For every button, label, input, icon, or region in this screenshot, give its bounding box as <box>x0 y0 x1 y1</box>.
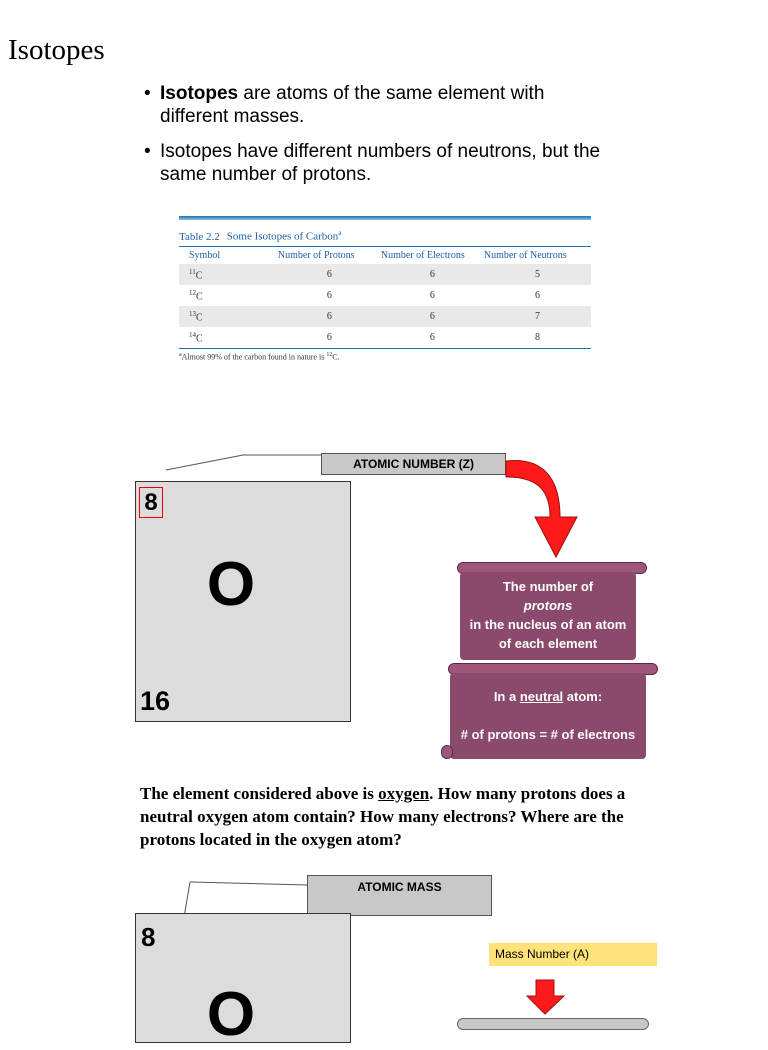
isotope-mass-superscript: 14 <box>189 330 196 339</box>
atomic-mass-leader-line-horizontal <box>190 882 308 885</box>
isotope-mass-superscript: 13 <box>189 309 196 318</box>
down-arrow-icon <box>526 978 566 1016</box>
bullet-2-text: Isotopes have different numbers of neutrons, but the same number of protons. <box>160 141 601 185</box>
mass-number-label: Mass Number (A) <box>489 943 657 966</box>
element-tile-oxygen <box>135 481 351 722</box>
scroll-3-top-roll <box>457 1018 649 1030</box>
table-cell-neutrons: 7 <box>484 306 591 327</box>
atomic-mass-label: ATOMIC MASS <box>307 875 492 916</box>
table-header-electrons: Number of Electrons <box>380 250 465 261</box>
scroll-2-bottom-curl <box>441 745 453 759</box>
footnote-mark: a <box>179 352 182 358</box>
scroll-2-underlined: neutral <box>519 689 564 704</box>
page-title: Isotopes <box>8 34 105 66</box>
footnote-text: Almost 99% of the carbon found in nature is <box>181 352 327 362</box>
scroll-1-line-1: The number of <box>502 579 594 594</box>
atomic-number-label: ATOMIC NUMBER (Z) <box>321 453 506 475</box>
isotope-mass-superscript: 11 <box>189 267 196 276</box>
table-cell-electrons: 6 <box>429 332 435 343</box>
scroll-2-line-2: # of protons = # of electrons <box>460 727 636 742</box>
question-pre: The element considered above is <box>140 784 379 803</box>
question-text <box>140 782 660 851</box>
table-header-protons: Number of Protons <box>277 250 355 261</box>
element-symbol: O <box>206 550 256 619</box>
table-caption-text: Some Isotopes of Carbon <box>226 230 339 243</box>
scroll-1-line-2: protons <box>523 598 573 613</box>
element-symbol-2: O <box>206 980 256 1049</box>
table-cell-neutrons: 8 <box>534 332 540 343</box>
atomic-number-leader-line <box>166 455 322 470</box>
scroll-2-pre: In a <box>493 689 520 704</box>
scroll-1-line-3: in the nucleus of an atom <box>469 617 627 632</box>
scroll-2-post: atom: <box>563 689 603 704</box>
table-cell-electrons: 6 <box>381 306 484 327</box>
table-cell-neutrons: 6 <box>534 290 540 301</box>
table-cell-electrons: 6 <box>381 264 484 285</box>
footnote-element: C. <box>332 352 340 362</box>
atomic-number-value: 8 <box>139 487 163 518</box>
bullet-1-bold-term: Isotopes <box>160 83 239 104</box>
isotope-element: C <box>196 291 203 303</box>
scroll-1-line-4: of each element <box>498 636 598 651</box>
scroll-2-line-1 <box>450 687 646 706</box>
curved-arrow-icon <box>500 455 590 560</box>
footnote-mass-superscript: 12 <box>326 352 333 358</box>
atomic-number-value-2: 8 <box>141 922 156 952</box>
table-caption-number: Table 2.2 <box>179 230 220 243</box>
isotope-element: C <box>195 270 203 282</box>
question-underlined: oxygen <box>378 784 430 803</box>
table-cell-electrons: 6 <box>429 290 435 301</box>
table-header-neutrons: Number of Neutrons <box>483 250 567 261</box>
isotope-element: C <box>196 312 203 324</box>
scroll-protons-definition <box>460 572 636 660</box>
isotope-mass-superscript: 12 <box>189 288 196 297</box>
scroll-neutral-atom <box>450 673 646 759</box>
bullet-1-text: are atoms of the same element with different masses. <box>160 83 545 127</box>
question-post: . How many protons does a neutral oxygen atom contain? How many electrons? Where are the protons located in the oxygen atom? <box>140 784 626 849</box>
table-cell-protons: 6 <box>326 290 332 301</box>
table-caption-mark: a <box>338 229 342 237</box>
table-cell-protons: 6 <box>278 306 381 327</box>
table-cell-protons: 6 <box>326 332 332 343</box>
table-cell-neutrons: 5 <box>484 264 591 285</box>
isotope-element: C <box>196 333 203 345</box>
table-header-symbol: Symbol <box>189 250 221 261</box>
table-cell-protons: 6 <box>278 264 381 285</box>
mass-number-value: 16 <box>140 686 171 716</box>
